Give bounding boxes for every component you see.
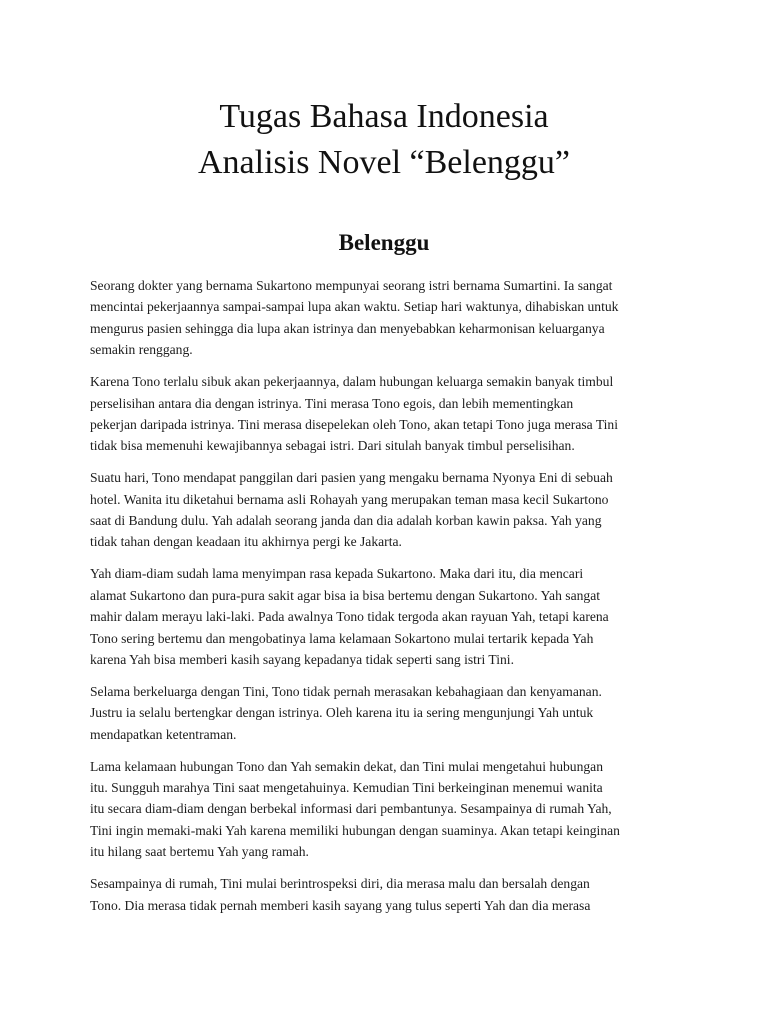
- paragraph-line: tidak bisa memenuhi kewajibannya sebagai istri. Dari situlah banyak timbul perselisihan.: [90, 438, 575, 454]
- paragraph-line: semakin renggang.: [90, 342, 193, 358]
- paragraph-1: [90, 275, 690, 361]
- paragraph-line: alamat Sukartono dan pura-pura sakit agar bisa ia bisa bertemu dengan Sukartono. Yah sangat: [90, 587, 601, 603]
- paragraph-4: [90, 563, 690, 670]
- paragraph-line: karena Yah bisa memberi kasih sayang kepadanya tidak seperti sang istri Tini.: [90, 652, 514, 667]
- title-line-2: Analisis Novel “Belenggu”: [197, 144, 571, 181]
- paragraph-line: perselisihan antara dia dengan istrinya. Tini merasa Tono egois, dan lebih mementingkan: [90, 395, 574, 411]
- paragraph-line: Sesampainya di rumah, Tini mulai berintrospeksi diri, dia merasa malu dan bersalah dengan: [90, 876, 590, 892]
- paragraph-7: [90, 873, 690, 916]
- paragraph-line: Justru ia selalu bertengkar dengan istrinya. Oleh karena itu ia sering mengunjungi Yah untuk: [90, 705, 594, 721]
- document-body: [90, 275, 690, 926]
- paragraph-line: Tono. Dia merasa tidak pernah memberi kasih sayang yang tulus seperti Yah dan dia merasa: [90, 897, 591, 913]
- paragraph-line: Suatu hari, Tono mendapat panggilan dari pasien yang mengaku bernama Nyonya Eni di sebuah: [90, 470, 613, 486]
- section-heading: Belenggu: [338, 230, 430, 255]
- paragraph-2: [90, 371, 690, 457]
- paragraph-line: hotel. Wanita itu diketahui bernama asli Rohayah yang merupakan teman masa kecil Sukartono: [90, 491, 609, 507]
- paragraph-line: itu hilang saat bertemu Yah yang ramah.: [90, 844, 309, 860]
- paragraph-line: saat di Bandung dulu. Yah adalah seorang janda dan dia adalah korban kawin paksa. Yah yang: [90, 513, 602, 529]
- paragraph-6: [90, 756, 690, 863]
- paragraph-line: Tini ingin memaki-maki Yah karena memiliki hubungan dengan suaminya. Akan tetapi keinginan: [90, 822, 620, 838]
- paragraph-line: Tono sering bertemu dan mengobatinya lama kelamaan Sokartono mulai tertarik kepada Yah: [90, 630, 594, 646]
- paragraph-line: tidak tahan dengan keadaan itu akhirnya pergi ke Jakarta.: [90, 534, 402, 550]
- paragraph-line: mahir dalam merayu laki-laki. Pada awalnya Tono tidak tergoda akan rayuan Yah, tetapi karena: [90, 609, 609, 625]
- paragraph-line: mencintai pekerjaannya sampai-sampai lupa akan waktu. Setiap hari waktunya, dihabiskan untuk: [90, 299, 619, 315]
- paragraph-line: pekerjan daripada istrinya. Tini merasa disepelekan oleh Tono, akan tetapi Tono juga merasa Tini: [90, 416, 619, 432]
- paragraph-line: Lama kelamaan hubungan Tono dan Yah semakin dekat, dan Tini mulai mengetahui hubungan: [90, 758, 604, 774]
- paragraph-line: Selama berkeluarga dengan Tini, Tono tidak pernah merasakan kebahagiaan dan kenyamanan.: [90, 683, 602, 699]
- paragraph-5: [90, 681, 690, 745]
- paragraph-line: itu. Sungguh marahya Tini saat mengetahuinya. Kemudian Tini berkeinginan menemui wanita: [90, 780, 603, 796]
- paragraph-line: itu secara diam-diam dengan berbekal informasi dari pembantunya. Sesampainya di rumah Yah,: [90, 801, 612, 817]
- document-title: [0, 94, 768, 186]
- title-line-1: Tugas Bahasa Indonesia: [219, 98, 549, 135]
- paragraph-line: mendapatkan ketentraman.: [90, 726, 237, 742]
- paragraph-3: [90, 467, 690, 553]
- paragraph-line: Karena Tono terlalu sibuk akan pekerjaannya, dalam hubungan keluarga semakin banyak timbul: [90, 374, 614, 390]
- paragraph-line: mengurus pasien sehingga dia lupa akan istrinya dan menyebabkan keharmonisan keluarganya: [90, 320, 605, 336]
- paragraph-line: Seorang dokter yang bernama Sukartono mempunyai seorang istri bernama Sumartini. Ia sangat: [90, 278, 613, 293]
- paragraph-line: Yah diam-diam sudah lama menyimpan rasa kepada Sukartono. Maka dari itu, dia mencari: [90, 566, 584, 582]
